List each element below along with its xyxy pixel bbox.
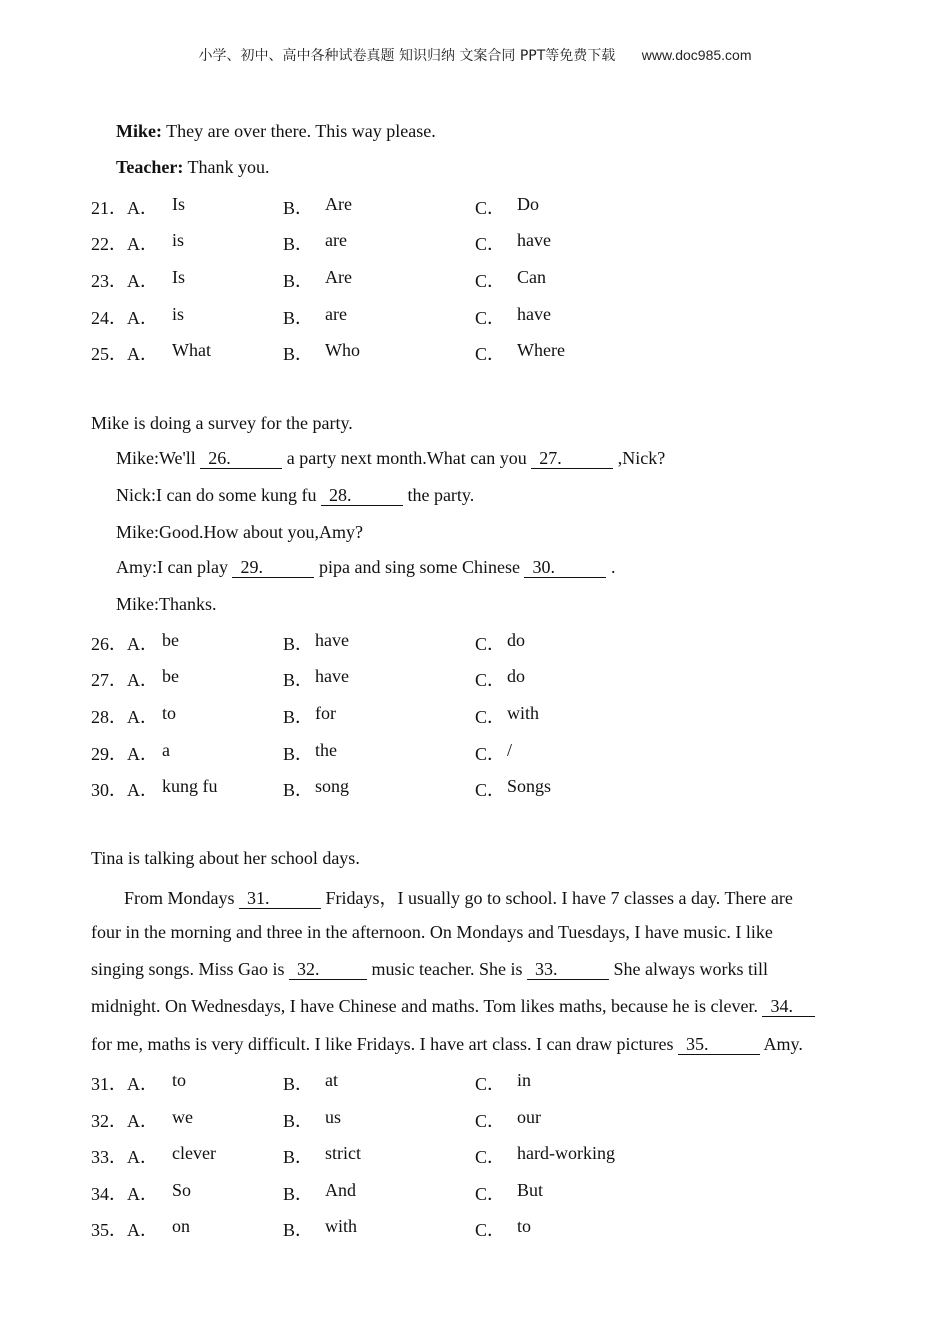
option-b-label: B． [283,234,314,254]
text: Amy. [760,1034,803,1054]
question-number: 30．A． [91,780,158,800]
option-c-label: C． [475,1220,506,1240]
option-c[interactable]: to [517,1216,532,1236]
option-a[interactable]: So [172,1180,192,1200]
text: Mike:We'll [116,448,201,468]
option-c-label: C． [475,707,506,727]
question-number: 31．A． [91,1074,158,1094]
text: the party. [402,485,475,505]
dialog-text: They are over there. This way please. [161,121,436,141]
option-c-label: C． [475,344,506,364]
option-c[interactable]: hard-working [517,1143,615,1163]
option-a[interactable]: on [172,1216,190,1236]
option-a[interactable]: to [162,703,177,723]
survey-line-4 [116,557,615,578]
option-c-label: C． [475,1184,506,1204]
tina-line-5 [91,1034,803,1055]
option-b[interactable]: at [325,1070,338,1090]
option-c[interactable]: But [517,1180,544,1200]
question-number: 33．A． [91,1147,158,1167]
blank-27[interactable]: 27. [531,448,613,469]
option-a[interactable]: we [172,1107,193,1127]
survey-line-2 [116,485,474,506]
option-b-label: B． [283,1220,314,1240]
option-c-label: C． [475,634,506,654]
option-b[interactable]: And [325,1180,356,1200]
option-b[interactable]: Are [325,194,352,214]
option-b[interactable]: with [325,1216,358,1236]
option-b-label: B． [283,744,314,764]
question-number: 34．A． [91,1184,158,1204]
option-c[interactable]: in [517,1070,532,1090]
option-b-label: B． [283,634,314,654]
option-c[interactable]: Songs [507,776,552,796]
option-b-label: B． [283,1147,314,1167]
option-b[interactable]: have [315,630,349,650]
blank-30[interactable]: 30. [524,557,606,578]
blank-32[interactable]: 32. [289,959,367,980]
option-b[interactable]: us [325,1107,342,1127]
option-b-label: B． [283,707,314,727]
blank-35[interactable]: 35. [678,1034,760,1055]
tina-line-2: four in the morning and three in the afternoon. On Mondays and Tuesdays, I have music. I like [91,922,773,942]
text: She always works till [609,959,768,979]
option-a[interactable]: clever [172,1143,216,1163]
option-b[interactable]: for [315,703,336,723]
option-b[interactable]: song [315,776,350,796]
question-number: 26．A． [91,634,158,654]
option-c[interactable]: with [507,703,540,723]
text: for me, maths is very difficult. I like Fridays. I have art class. I can draw pictures [91,1034,678,1054]
option-a[interactable]: Is [172,194,185,214]
option-b-label: B． [283,1074,314,1094]
option-b-label: B． [283,780,314,800]
question-number: 27．A． [91,670,158,690]
question-number: 22．A． [91,234,158,254]
option-b[interactable]: strict [325,1143,361,1163]
option-c-label: C． [475,1111,506,1131]
option-c[interactable]: do [507,666,525,686]
option-b[interactable]: have [315,666,349,686]
header-text: 小学、初中、高中各种试卷真题 知识归纳 文案合同 PPT等免费下载 [198,48,616,64]
option-b-label: B． [283,308,314,328]
option-c[interactable]: Do [517,194,539,214]
question-number: 24．A． [91,308,158,328]
question-number: 35．A． [91,1220,158,1240]
option-c-label: C． [475,271,506,291]
option-c-label: C． [475,744,506,764]
speaker: Mike: [116,121,162,141]
text: Amy:I can play [116,557,233,577]
blank-26[interactable]: 26. [200,448,282,469]
blank-29[interactable]: 29. [232,557,314,578]
option-b[interactable]: Are [325,267,352,287]
survey-line-1 [116,448,665,469]
option-c[interactable]: have [517,230,551,250]
option-c-label: C． [475,780,506,800]
tina-line-4 [91,996,815,1017]
option-b[interactable]: are [325,304,347,324]
blank-28[interactable]: 28. [321,485,403,506]
option-c[interactable]: / [507,740,513,760]
text: ,Nick? [613,448,666,468]
question-number: 23．A． [91,271,158,291]
tina-line-1 [124,884,793,910]
dialog-line [116,121,436,142]
option-c[interactable]: do [507,630,525,650]
text: Nick:I can do some kung fu [116,485,321,505]
option-a[interactable]: Is [172,267,185,287]
option-b-label: B． [283,344,314,364]
question-number: 32．A． [91,1111,158,1131]
option-b[interactable]: are [325,230,347,250]
option-b-label: B． [283,271,314,291]
option-c-label: C． [475,308,506,328]
option-c-label: C． [475,198,506,218]
speaker: Teacher: [116,157,184,177]
option-c-label: C． [475,1147,506,1167]
option-b-label: B． [283,1111,314,1131]
option-c[interactable]: our [517,1107,541,1127]
text: midnight. On Wednesdays, I have Chinese and maths. Tom likes maths, because he is clever. [91,996,763,1016]
option-a[interactable]: be [162,630,179,650]
option-a[interactable]: is [172,304,185,324]
option-c-label: C． [475,670,506,690]
option-c-label: C． [475,1074,506,1094]
option-c[interactable]: Where [517,340,565,360]
text: . [606,557,616,577]
option-c[interactable]: Can [517,267,546,287]
blank-33[interactable]: 33. [527,959,609,980]
tina-intro: Tina is talking about her school days. [91,848,360,868]
option-a[interactable]: What [172,340,211,360]
dialog-line [116,157,270,178]
option-a[interactable]: a [162,740,170,760]
option-a[interactable]: to [172,1070,187,1090]
question-number: 28．A． [91,707,158,727]
text: a party next month.What can you [282,448,532,468]
header-site: www.doc985.com [641,47,752,63]
page-header [0,45,950,65]
question-number: 29．A． [91,744,158,764]
option-b-label: B． [283,670,314,690]
option-b-label: B． [283,1184,314,1204]
text: From Mondays [124,888,240,908]
option-c[interactable]: have [517,304,551,324]
question-number: 25．A． [91,344,158,364]
survey-intro: Mike is doing a survey for the party. [91,413,353,433]
dialog-text: Thank you. [183,157,270,177]
option-a[interactable]: is [172,230,185,250]
tina-line-3 [91,959,768,980]
survey-line-3: Mike:Good.How about you,Amy? [116,522,363,542]
text: Fridays，I usually go to school. I have 7 classes a day. There are [321,888,793,908]
blank-31[interactable]: 31. [239,888,321,909]
text: pipa and sing some Chinese [314,557,525,577]
text: music teacher. She is [367,959,527,979]
question-number: 21．A． [91,198,158,218]
text: singing songs. Miss Gao is [91,959,290,979]
option-a[interactable]: kung fu [162,776,218,796]
option-b-label: B． [283,198,314,218]
option-b[interactable]: the [315,740,337,760]
survey-line-5: Mike:Thanks. [116,594,217,614]
option-b[interactable]: Who [325,340,360,360]
blank-34[interactable]: 34. [762,996,815,1017]
option-c-label: C． [475,234,506,254]
option-a[interactable]: be [162,666,179,686]
